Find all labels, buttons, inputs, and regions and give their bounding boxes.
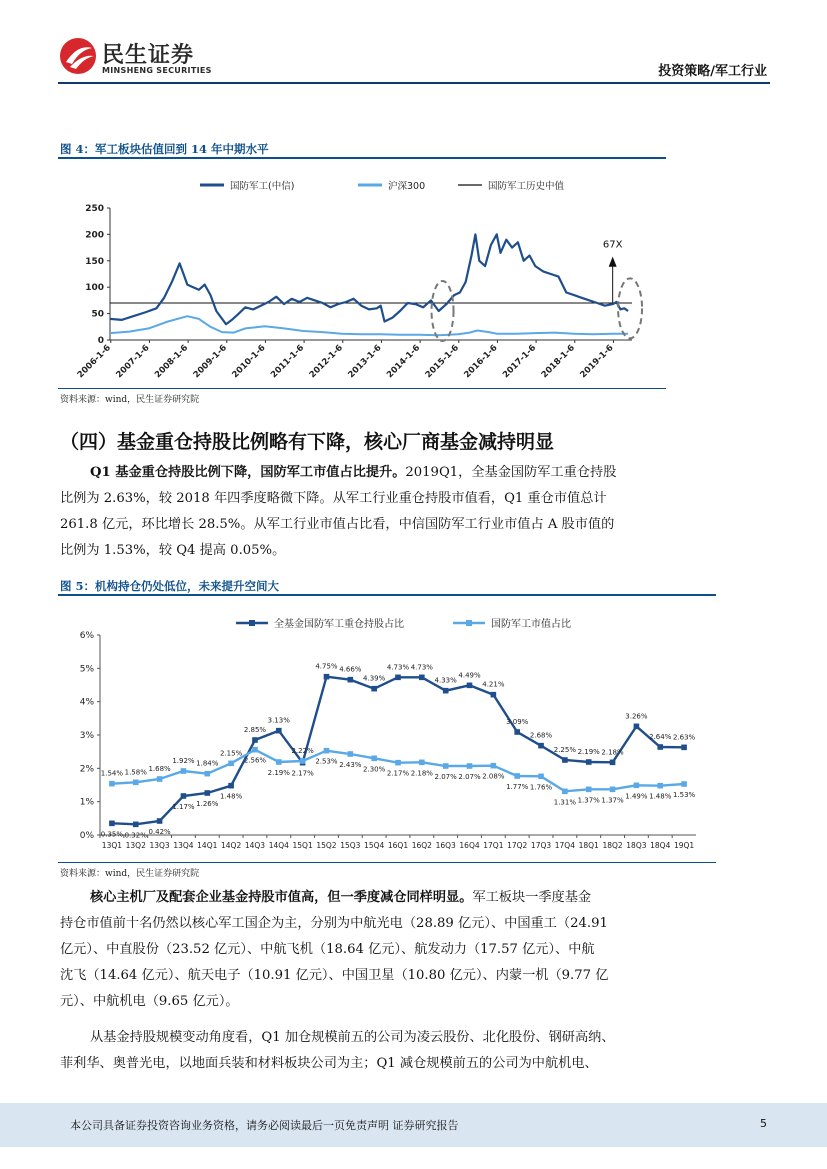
y-tick-label: 150 (85, 256, 104, 267)
x-tick-label: 16Q4 (459, 841, 480, 850)
para2-line1 (90, 885, 730, 912)
para2-lead: 核心主机厂及配套企业基金持股市值高，但一季度减仓同样明显。 (90, 890, 473, 905)
x-tick-label: 14Q4 (268, 841, 289, 850)
data-point (157, 776, 163, 782)
data-point (228, 783, 234, 789)
para1-text1: 2019Q1，全基金国防军工重仓持股 (405, 465, 617, 480)
figure5-source: 资料来源：wind，民生证券研究院 (60, 869, 200, 879)
data-point (586, 759, 592, 765)
data-point (634, 783, 640, 789)
valuation-chart (58, 168, 666, 388)
data-point (300, 758, 306, 764)
data-point (371, 686, 377, 692)
data-label: 4.21% (482, 680, 505, 689)
data-label: 2.07% (434, 773, 457, 781)
data-label: 1.48% (649, 792, 672, 801)
x-tick-label: 15Q2 (316, 841, 337, 850)
data-label: 3.26% (625, 712, 648, 721)
data-point (562, 757, 568, 763)
x-tick-label: 2012-1-6 (307, 343, 345, 381)
x-tick-label: 2011-1-6 (269, 343, 307, 381)
data-label: 1.26% (196, 800, 219, 808)
x-tick-label: 2019-1-6 (578, 343, 616, 381)
legend-label: 沪深300 (388, 181, 426, 192)
y-tick-label: 2% (79, 764, 94, 775)
data-label: 0.32% (124, 831, 147, 840)
logo-subtext: MINSHENG SECURITIES (102, 66, 212, 75)
data-label: 2.17% (386, 769, 410, 778)
data-label: 4.49% (458, 671, 481, 680)
data-point (324, 748, 330, 754)
legend-marker (249, 620, 255, 626)
data-label: 2.68% (529, 731, 553, 740)
x-tick-label: 13Q4 (173, 841, 194, 850)
para2-line5: 元）、中航机电（9.65 亿元）。 (60, 994, 239, 1009)
data-point (634, 724, 640, 730)
data-label: 2.19% (267, 769, 290, 777)
legend-label: 国防军工历史中值 (488, 181, 565, 192)
x-tick-label: 13Q1 (101, 841, 123, 850)
data-label: 0.35% (100, 830, 124, 839)
data-label: 1.37% (577, 796, 600, 805)
y-tick-label: 50 (91, 309, 104, 320)
figure5-title-rule (58, 594, 716, 596)
data-label: 1.92% (172, 757, 195, 765)
data-point (419, 675, 425, 681)
data-label: 1.68% (148, 765, 171, 773)
data-point (491, 692, 497, 698)
x-tick-label: 2009-1-6 (191, 343, 229, 381)
para1-line4: 比例为 1.53%，较 Q4 提高 0.05%。 (60, 543, 286, 558)
legend-label: 国防军工市值占比 (491, 619, 571, 630)
x-tick-label: 17Q4 (554, 841, 575, 850)
data-label: 1.49% (625, 792, 648, 801)
x-tick-label: 18Q4 (650, 841, 671, 850)
data-point (133, 822, 139, 828)
data-point (348, 751, 354, 757)
x-tick-label: 18Q3 (626, 841, 647, 850)
data-label: 4.66% (339, 665, 362, 674)
y-tick-label: 0% (79, 831, 94, 841)
footer-disclaimer: 本公司具备证券投资咨询业务资格，请务必阅读最后一页免责声明 证券研究报告 (70, 1119, 459, 1132)
data-label: 2.15% (219, 749, 243, 758)
data-label: 1.54% (100, 769, 124, 778)
x-tick-label: 2010-1-6 (230, 343, 268, 381)
data-label: 2.63% (672, 733, 696, 742)
x-tick-label: 18Q2 (602, 841, 623, 850)
data-label: 2.17% (291, 769, 314, 778)
para1-line2: 比例为 2.63%，较 2018 年四季度略微下降。从军工行业重仓持股市值看，Q1 重仓市值总计 (60, 491, 607, 506)
data-point (657, 783, 663, 789)
data-point (491, 763, 497, 769)
data-point (514, 773, 520, 779)
x-tick-label: 2017-1-6 (501, 343, 539, 381)
para3-line2: 菲利华、奥普光电，以地面兵装和材料板块公司为主；Q1 减仓规模前五的公司为中航机电、 (60, 1056, 598, 1071)
data-point (204, 790, 210, 796)
x-tick-label: 14Q3 (244, 841, 266, 850)
data-point (252, 737, 258, 743)
highlight-ellipse-2014 (432, 281, 454, 341)
data-label: 1.76% (529, 783, 553, 792)
data-label: 2.08% (482, 772, 505, 781)
x-tick-label: 16Q3 (435, 841, 456, 850)
data-label: 2.19% (577, 748, 600, 756)
x-tick-label: 2016-1-6 (462, 343, 500, 381)
data-point (109, 821, 115, 827)
data-point (109, 781, 115, 787)
data-label: 1.31% (553, 798, 577, 807)
data-point (586, 787, 592, 793)
data-label: 4.73% (386, 663, 410, 672)
data-label: 2.25% (553, 746, 577, 754)
data-point (276, 728, 282, 734)
figure4-source: 资料来源：wind，民生证券研究院 (60, 395, 200, 405)
data-point (610, 760, 616, 766)
data-point (538, 774, 544, 780)
series-csi300-line (110, 316, 628, 335)
data-label: 2.07% (458, 773, 481, 781)
y-tick-label: 6% (79, 631, 94, 641)
x-tick-label: 2018-1-6 (539, 343, 577, 381)
legend-marker (466, 620, 472, 626)
data-point (681, 781, 687, 787)
x-tick-label: 17Q2 (507, 841, 528, 850)
data-point (181, 793, 187, 799)
data-label: 2.85% (243, 726, 267, 734)
data-point (538, 743, 544, 749)
y-tick-label: 250 (85, 204, 104, 214)
x-tick-label: 2014-1-6 (385, 343, 423, 381)
y-tick-label: 100 (85, 283, 104, 294)
y-tick-label: 1% (79, 797, 94, 808)
data-label: 1.77% (506, 783, 529, 791)
x-tick-label: 13Q3 (149, 841, 170, 850)
data-point (228, 761, 234, 767)
para1-line1 (90, 460, 730, 487)
data-label: 2.56% (243, 756, 267, 765)
data-label: 3.09% (506, 718, 529, 726)
x-tick-label: 2006-1-6 (75, 343, 113, 381)
data-label: 4.75% (315, 662, 338, 671)
data-point (395, 675, 401, 681)
y-tick-label: 3% (79, 731, 94, 741)
data-label: 2.22% (291, 747, 314, 755)
logo-text: 民生证券 (102, 43, 195, 68)
data-label: 2.18% (601, 748, 624, 757)
x-tick-label: 14Q2 (221, 841, 242, 850)
legend-label: 国防军工(中信) (230, 181, 295, 192)
y-tick-label: 4% (79, 697, 94, 708)
data-point (443, 763, 449, 769)
data-point (467, 683, 473, 689)
data-label: 0.42% (148, 828, 171, 836)
data-point (514, 729, 520, 735)
para2-line4: 沈飞（14.64 亿元）、航天电子（10.91 亿元）、中国卫星（10.80 亿元）、内蒙一机（9.77 亿 (60, 968, 609, 983)
report-category: 投资策略/军工行业 (658, 64, 767, 79)
figure5-source-rule (58, 862, 716, 863)
figure5-title: 图 5：机构持仓仍处低位，未来提升空间大 (60, 579, 280, 593)
data-point (467, 763, 473, 769)
data-label: 1.58% (124, 768, 147, 777)
x-tick-label: 14Q1 (197, 841, 218, 850)
data-point (133, 780, 139, 786)
data-point (562, 789, 568, 795)
section-title: （四）基金重仓持股比例略有下降，核心厂商基金减持明显 (60, 431, 555, 453)
para2-line2: 持仓市值前十名仍然以核心军工国企为主，分别为中航光电（28.89 亿元）、中国重工（24.91 (60, 916, 608, 931)
x-tick-label: 17Q3 (530, 841, 552, 850)
data-point (204, 771, 210, 777)
data-label: 4.39% (363, 674, 386, 683)
data-label: 1.48% (219, 792, 243, 801)
figure4-title: 图 4：军工板块估值回到 14 年中期水平 (60, 142, 269, 156)
x-tick-label: 16Q2 (411, 841, 432, 850)
data-point (181, 768, 187, 774)
data-label: 3.13% (267, 716, 290, 725)
y-tick-label: 0 (97, 336, 104, 346)
annotation-label: 67X (602, 239, 623, 251)
x-tick-label: 15Q3 (340, 841, 361, 850)
annotation-arrow-head (609, 257, 617, 267)
series-defense-line (110, 234, 628, 324)
data-point (681, 745, 687, 751)
x-tick-label: 13Q2 (125, 841, 146, 850)
data-label: 2.53% (315, 757, 338, 766)
data-label: 1.84% (196, 759, 219, 768)
para2-line3: 亿元）、中直股份（23.52 亿元）、中航飞机（18.64 亿元）、航发动力（17.57 亿元）、中航 (60, 942, 595, 957)
data-label: 1.17% (172, 803, 195, 811)
data-point (371, 756, 377, 762)
holding-ratio-chart (58, 605, 716, 860)
data-label: 2.30% (363, 765, 386, 774)
para2-text1: 军工板块一季度基金 (472, 890, 592, 905)
data-point (157, 818, 163, 824)
data-label: 2.64% (649, 733, 672, 741)
x-tick-label: 2008-1-6 (153, 343, 191, 381)
legend-label: 全基金国防军工重仓持股占比 (274, 619, 404, 630)
figure4-title-rule (58, 157, 666, 159)
x-tick-label: 2015-1-6 (423, 343, 461, 381)
data-point (348, 677, 354, 683)
x-tick-label: 2013-1-6 (346, 343, 384, 381)
y-tick-label: 200 (85, 230, 104, 241)
x-tick-label: 17Q1 (483, 841, 504, 850)
page-number: 5 (760, 1117, 767, 1130)
y-tick-label: 5% (79, 664, 94, 675)
data-point (657, 744, 663, 750)
data-label: 2.18% (410, 769, 433, 778)
data-point (324, 674, 330, 680)
data-label: 1.37% (601, 796, 624, 805)
data-point (443, 688, 449, 694)
x-tick-label: 15Q4 (364, 841, 385, 850)
x-tick-label: 19Q1 (673, 841, 695, 850)
para3-line1: 从基金持股规模变动角度看，Q1 加仓规模前五的公司为凌云股份、北化股份、钢研高纳、 (90, 1030, 615, 1045)
data-point (419, 760, 425, 766)
para1-lead: Q1 基金重仓持股比例下降，国防军工市值占比提升。 (90, 465, 406, 480)
data-point (276, 759, 282, 765)
data-label: 4.73% (410, 663, 433, 672)
figure4-source-rule (58, 388, 666, 389)
header-divider (58, 82, 770, 84)
data-label: 2.43% (339, 761, 362, 769)
x-tick-label: 18Q1 (578, 841, 599, 850)
data-point (395, 760, 401, 766)
data-point (610, 787, 616, 793)
data-label: 4.33% (434, 676, 457, 685)
data-point (252, 747, 258, 753)
x-tick-label: 2007-1-6 (114, 343, 152, 381)
x-tick-label: 15Q1 (292, 841, 313, 850)
x-tick-label: 16Q1 (387, 841, 409, 850)
logo-mark-icon (58, 36, 98, 76)
para1-line3: 261.8 亿元，环比增长 28.5%。从军工行业市值占比看，中信国防军工行业市值占 A 股市值的 (60, 517, 615, 532)
data-label: 1.53% (672, 791, 696, 799)
